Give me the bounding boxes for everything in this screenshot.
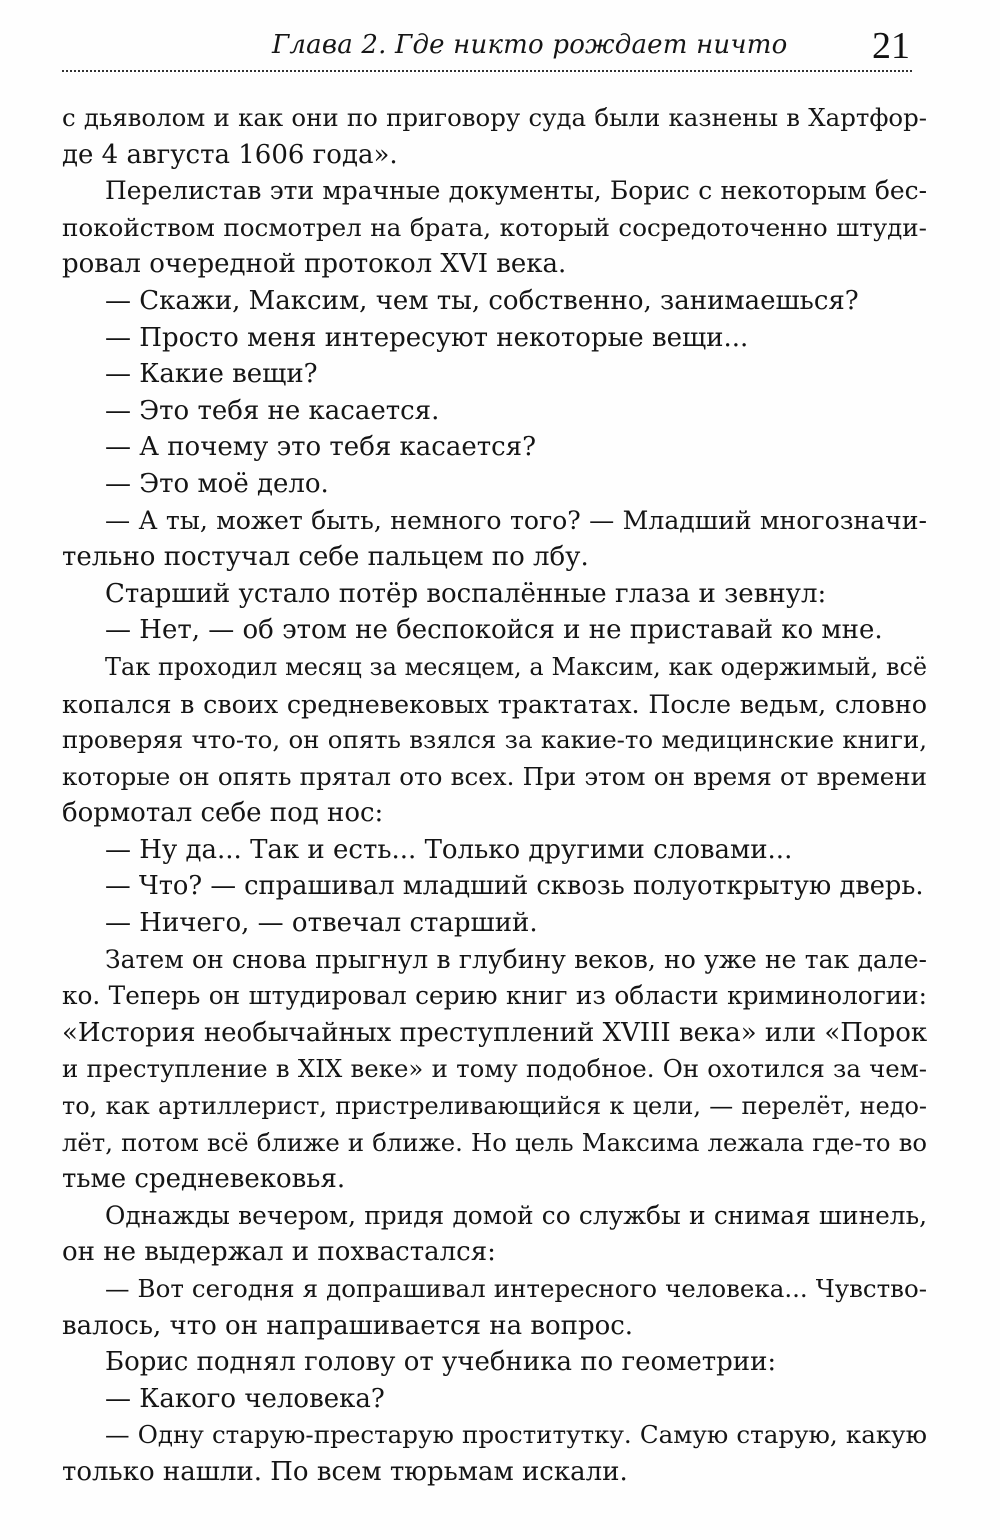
- text-line: и преступление в XIX веке» и тому подобное. Он охотился за чем-: [62, 1054, 927, 1084]
- text-line: — Просто меня интересуют некоторые вещи...: [105, 322, 749, 353]
- text-line: Старший устало потёр воспалённые глаза и зевнул:: [105, 578, 827, 609]
- page-number: 21: [872, 25, 910, 67]
- text-line: — А почему это тебя касается?: [105, 432, 537, 463]
- text-line: копался в своих средневековых трактатах. После ведьм, словно: [62, 688, 927, 719]
- text-line: ровал очередной протокол XVI века.: [62, 249, 567, 280]
- text-line: — Какого человека?: [105, 1383, 385, 1414]
- text-line: де 4 августа 1606 года».: [62, 139, 398, 170]
- text-line: — Нет, — об этом не беспокойся и не приставай ко мне.: [105, 615, 883, 646]
- text-line: — Это моё дело.: [105, 468, 329, 499]
- text-line: лёт, потом всё ближе и ближе. Но цель Максима лежала где-то во: [62, 1127, 927, 1157]
- text-line: только нашли. По всем тюрьмам искали.: [62, 1456, 628, 1487]
- text-line: «История необычайных преступлений XVIII века» или «Порок: [62, 1017, 928, 1048]
- header-dotted-rule: [62, 70, 912, 72]
- text-line: с дьяволом и как они по приговору суда были казнены в Хартфор-: [62, 103, 927, 132]
- text-line: покойством посмотрел на брата, который сосредоточенно штуди-: [62, 212, 927, 242]
- chapter-title: Глава 2. Где никто рождает ничто: [272, 30, 788, 60]
- text-line: он не выдержал и похвастался:: [62, 1237, 496, 1268]
- text-line: — Ничего, — отвечал старший.: [105, 908, 538, 939]
- text-line: то, как артиллерист, пристреливающийся к цели, — перелёт, недо-: [62, 1092, 927, 1121]
- body-text: [62, 100, 927, 1491]
- text-line: Борис поднял голову от учебника по геометрии:: [105, 1347, 777, 1378]
- text-line: бормотал себе под нос:: [62, 798, 384, 829]
- text-line: тьме средневековья.: [62, 1164, 346, 1195]
- text-line: — А ты, может быть, немного того? — Младший многозначи-: [105, 505, 927, 535]
- text-line: Затем он снова прыгнул в глубину веков, но уже не так дале-: [105, 944, 927, 974]
- text-line: проверяя что-то, он опять взялся за какие-то медицинские книги,: [62, 725, 927, 755]
- text-line: — Что? — спрашивал младший сквозь полуоткрытую дверь.: [105, 871, 924, 902]
- text-line: — Ну да... Так и есть... Только другими словами...: [105, 834, 793, 865]
- text-line: Перелистав эти мрачные документы, Борис с некоторым бес-: [105, 176, 927, 206]
- text-line: — Одну старую-престарую проститутку. Самую старую, какую: [105, 1420, 927, 1450]
- text-line: — Вот сегодня я допрашивал интересного человека... Чувство-: [105, 1274, 927, 1303]
- text-line: ко. Теперь он штудировал серию книг из области криминологии:: [62, 981, 927, 1011]
- text-line: — Скажи, Максим, чем ты, собственно, занимаешься?: [105, 285, 859, 316]
- text-line: Так проходил месяц за месяцем, а Максим, как одержимый, всё: [105, 652, 927, 681]
- text-line: — Какие вещи?: [105, 359, 318, 390]
- text-line: тельно постучал себе пальцем по лбу.: [62, 542, 589, 573]
- text-line: которые он опять прятал ото всех. При этом он время от времени: [62, 761, 927, 791]
- text-line: Однажды вечером, придя домой со службы и снимая шинель,: [105, 1200, 927, 1230]
- text-line: — Это тебя не касается.: [105, 395, 440, 426]
- text-line: валось, что он напрашивается на вопрос.: [62, 1310, 634, 1341]
- running-head: [62, 22, 912, 72]
